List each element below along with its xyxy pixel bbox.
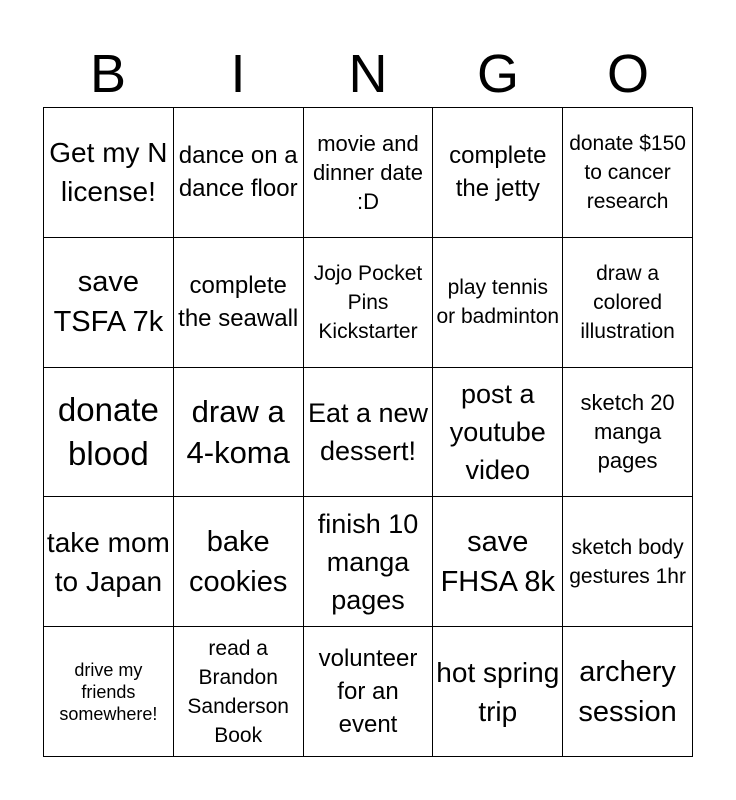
bingo-cell-r5-c4[interactable]	[433, 627, 563, 757]
header-letter-i: I	[230, 44, 246, 104]
cell-text: complete the jetty	[449, 142, 547, 203]
cell-text: draw a colored illustration	[580, 261, 675, 343]
cell-text: Jojo Pocket Pins Kickstarter	[313, 261, 423, 343]
cell-text: play tennis or badminton	[436, 276, 560, 329]
header-letter-o: O	[606, 44, 649, 104]
bingo-header	[43, 44, 693, 104]
bingo-cell-r3-c1[interactable]	[44, 368, 174, 498]
cell-text: drive my friends somewhere!	[59, 659, 158, 724]
cell-text: donate $150 to cancer research	[569, 131, 686, 213]
header-letter-g: G	[476, 44, 519, 104]
cell-text: finish 10 manga pages	[317, 508, 419, 615]
cell-text: volunteer for an event	[318, 645, 418, 739]
bingo-cell-r5-c3[interactable]	[304, 627, 434, 757]
bingo-cell-r2-c3[interactable]	[304, 238, 434, 368]
bingo-cell-r1-c4[interactable]	[433, 108, 563, 238]
bingo-cell-r5-c2[interactable]	[174, 627, 304, 757]
cell-text: take mom to Japan	[46, 526, 170, 597]
bingo-cell-r2-c1[interactable]	[44, 238, 174, 368]
cell-text: sketch 20 manga pages	[580, 390, 675, 474]
cell-text: save FHSA 8k	[440, 525, 555, 598]
bingo-cell-r5-c5[interactable]	[563, 627, 693, 757]
cell-text: donate blood	[57, 390, 159, 472]
cell-text: read a Brandon Sanderson Book	[187, 636, 289, 747]
cell-text: sketch body gestures 1hr	[569, 535, 686, 588]
bingo-cell-r2-c5[interactable]	[563, 238, 693, 368]
cell-text: complete the seawall	[178, 272, 299, 333]
bingo-cell-r1-c3[interactable]	[304, 108, 434, 238]
cell-text: Eat a new dessert!	[307, 397, 429, 466]
bingo-cell-r1-c2[interactable]	[174, 108, 304, 238]
bingo-cell-r2-c4[interactable]	[433, 238, 563, 368]
bingo-cell-r4-c3[interactable]	[304, 497, 434, 627]
bingo-cell-r5-c1[interactable]	[44, 627, 174, 757]
bingo-cell-r4-c4[interactable]	[433, 497, 563, 627]
cell-text: draw a 4-koma	[186, 393, 290, 470]
cell-text: movie and dinner date :D	[312, 130, 424, 214]
bingo-cell-r3-c4[interactable]	[433, 368, 563, 498]
cell-text: save TSFA 7k	[53, 266, 164, 339]
cell-text: dance on a dance floor	[178, 142, 298, 203]
bingo-cell-r3-c2[interactable]	[174, 368, 304, 498]
bingo-cell-r2-c2[interactable]	[174, 238, 304, 368]
header-letter-n: N	[348, 44, 388, 104]
cell-text: Get my N license!	[49, 137, 168, 208]
bingo-board	[43, 107, 693, 757]
bingo-cell-r4-c1[interactable]	[44, 497, 174, 627]
cell-text: hot spring trip	[436, 656, 560, 727]
cell-text: archery session	[578, 655, 677, 728]
bingo-cell-r3-c5[interactable]	[563, 368, 693, 498]
header-letter-b: B	[89, 44, 127, 104]
bingo-cell-r4-c2[interactable]	[174, 497, 304, 627]
bingo-cell-r4-c5[interactable]	[563, 497, 693, 627]
cell-text: post a youtube video	[449, 378, 546, 485]
bingo-cell-r3-c3[interactable]	[304, 368, 434, 498]
bingo-cell-r1-c5[interactable]	[563, 108, 693, 238]
bingo-cell-r1-c1[interactable]	[44, 108, 174, 238]
cell-text: bake cookies	[189, 525, 288, 598]
